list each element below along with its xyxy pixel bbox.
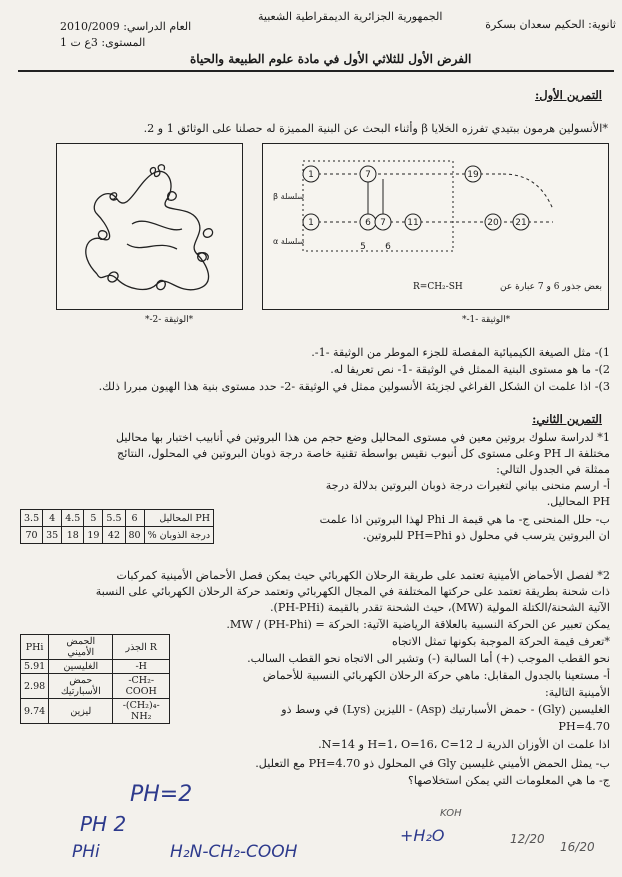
handwritten-note: PHi — [72, 842, 100, 862]
residue-label: 7 — [380, 218, 386, 228]
republic-name: الجمهورية الجزائرية الديمقراطية الشعبية — [258, 10, 443, 23]
school-name: ثانوية: الحكيم سعدان بسكرة — [485, 18, 616, 31]
table-cell: ليزين — [49, 699, 113, 724]
column-header: الجذر R — [113, 635, 170, 660]
exercise1-question-2: 2)- ما هو مستوى البنية الممثل في الوثيقة -1- نص تعريفا له. — [330, 363, 610, 376]
handwritten-note: 12/20 — [510, 832, 545, 846]
exercise2-para2-line1: 2* لفصل الأحماض الأمينية تعتمد على طريقة الرحلان الكهربائي حيث يمكن فصل الأحماض الأمينية كمركبات — [116, 569, 610, 582]
table-cell: 9.74 — [21, 699, 49, 724]
exercise2-para2-line2: ذات شحنة بطريقة تعتمد على حركتها المختلفة في المجال الكهربائي وتعتمد حركة الرحلان الكهربائي على النسبة — [95, 585, 610, 598]
table-cell: 80 — [125, 527, 144, 544]
document-1-note: بعض جذور 6 و 7 عبارة عن — [500, 282, 602, 292]
exercise2-para2-line12: ب- يمثل الحمض الأميني غليسين Gly في المحلول ذو PH=4.70 مع التعليل. — [255, 757, 610, 770]
header-divider — [18, 70, 614, 72]
table-header-row — [21, 635, 170, 660]
exercise2-para1-line3: ممثلة في الجدول التالي: — [496, 463, 610, 476]
document-1-caption: *الوثيقة -1-* — [462, 315, 511, 325]
exercise2-para2-line11: اذا علمت ان الأوزان الذرية لـ H=1، O=16، C=12 و N=14. — [318, 738, 610, 751]
table-cell: 4.5 — [62, 510, 84, 527]
ph-solubility-table — [20, 509, 214, 544]
exercise2-para2-line13: ج- ما هي المعلومات التي يمكن استخلاصها؟ — [407, 774, 610, 787]
chain-a-label: α سلسلة — [273, 237, 305, 246]
class-level: المستوى: 3ع ت 1 — [60, 36, 146, 49]
table-row — [21, 674, 170, 699]
residue-label: 1 — [308, 218, 314, 228]
table-cell: -CH₂-COOH — [113, 674, 170, 699]
exercise1-intro: *الأنسولين هرمون ببتيدي تفرزه الخلايا β وأثناء البحث عن البنية المميزة له حصلنا على الوثائق 1 و 2. — [143, 122, 608, 135]
document-1-formula: R=CH₂-SH — [413, 282, 463, 292]
table-row — [21, 510, 214, 527]
exercise1-question-1: 1)- مثل الصيغة الكيميائية المفصلة للجزء الموطر من الوثيقة -1-. — [311, 346, 610, 359]
exercise2-question-b-line1: ب- حلل المنحنى ج- ما هي قيمة الـ Phi لهذا البروتين اذا علمت — [319, 513, 610, 526]
exercise2-heading: التمرين الثاني: — [532, 412, 602, 426]
table-row — [21, 699, 170, 724]
handwritten-note: PH=2 — [130, 782, 193, 807]
residue-label: 1 — [308, 170, 314, 180]
table-cell: 19 — [84, 527, 103, 544]
table-row-header: درجة الذوبان % — [144, 527, 213, 544]
residue-label: 20 — [487, 218, 499, 228]
table-row-header: PH المحاليل — [144, 510, 213, 527]
handwritten-note: PH 2 — [80, 812, 127, 836]
table-cell: 2.98 — [21, 674, 49, 699]
handwritten-note: KOH — [440, 808, 462, 819]
exercise2-para1-line2: مختلفة الـ PH وعلى مستوى كل أنبوب نقيس بواسطة تقنية خاصة درجة ذوبان البروتين في المحلول، النتائج — [117, 447, 610, 460]
column-header: الحمض الأميني — [49, 635, 113, 660]
table-cell: حمض الأسبارتيك — [49, 674, 113, 699]
exercise2-question-a-line1: أ- ارسم منحنى بياني لتغيرات درجة ذوبان البروتين بدلالة درجة — [325, 479, 610, 492]
table-cell: 18 — [62, 527, 84, 544]
exercise2-para2-line4: يمكن تعبير عن الحركة النسبية بالعلاقة الرياضية الآتية: الحركة = (PH-Phi) / MW. — [226, 618, 610, 631]
exercise2-para2-line3: الآتية الشحنة/الكتلة المولية (MW)، حيث الشحنة تقدر بالقيمة (PH-PHi). — [269, 601, 610, 614]
table-cell: -H — [113, 660, 170, 674]
column-header: PHi — [21, 635, 49, 660]
document-2-figure — [56, 143, 243, 310]
exercise2-para1-line1: 1* لدراسة سلوك بروتين معين في مستوى المحاليل وضع حجم من هذا البروتين في أنابيب اختبار بها محاليل — [115, 431, 610, 444]
exercise2-question-a-line2: PH المحاليل. — [546, 495, 610, 508]
table-cell: 4 — [43, 510, 62, 527]
document-2-caption: *الوثيقة -2-* — [145, 315, 194, 325]
document-1-figure — [262, 143, 609, 310]
exercise2-para2-line7: أ- مستعينا بالجدول المقابل: ماهي حركة الرحلان الكهربائي النسبية للأحماض — [262, 669, 610, 682]
table-cell: 6 — [125, 510, 144, 527]
bridge-label: 6 — [385, 242, 391, 252]
exam-title: الفرض الأول للثلاثي الأول في مادة علوم الطبيعة والحياة — [190, 52, 472, 66]
chain-b-label: β سلسلة — [273, 192, 305, 201]
table-row — [21, 660, 170, 674]
table-cell: 5.5 — [103, 510, 125, 527]
table-row — [21, 527, 214, 544]
bridge-label: 5 — [360, 242, 366, 252]
table-cell: 42 — [103, 527, 125, 544]
exercise2-para2-line5: *تعرف قيمة الحركة الموجبة بكونها تمثل الاتجاه — [392, 635, 610, 648]
residue-label: 21 — [515, 218, 527, 228]
exercise1-heading: التمرين الأول: — [534, 88, 602, 102]
table-cell: 5 — [84, 510, 103, 527]
amino-acid-table — [20, 634, 170, 724]
exercise2-para2-line8: الأمينية التالية: — [544, 686, 610, 699]
exercise2-question-b-line2: ان البروتين يترسب في محلول ذو PH=Phi للبروتين. — [362, 529, 610, 542]
table-cell: الغليسين — [49, 660, 113, 674]
table-cell: 70 — [21, 527, 43, 544]
residue-label: 19 — [467, 170, 479, 180]
exercise2-para2-line6: نحو القطب الموجب (+) أما السالبة (-) وتشير الى الاتجاه نحو القطب السالب. — [247, 652, 610, 665]
table-cell: -(CH₂)₄-NH₂ — [113, 699, 170, 724]
handwritten-note: 16/20 — [560, 840, 595, 854]
handwritten-note: H₂N-CH₂-COOH — [170, 842, 298, 862]
table-cell: 3.5 — [21, 510, 43, 527]
exercise2-para2-line9: الغليسين (Gly) - حمض الأسبارتيك (Asp) - الليزين (Lys) في وسط ذو — [281, 703, 610, 716]
residue-label: 6 — [365, 218, 371, 228]
exercise1-question-3: 3)- اذا علمت ان الشكل الفراغي لجزيئة الأنسولين ممثل في الوثيقة -2- حدد مستوى بنية هذا الهيون مبررا ذلك. — [98, 380, 610, 393]
handwritten-note: +H₂O — [400, 826, 445, 845]
exercise2-para2-line10: PH=4.70 — [558, 720, 610, 733]
residue-label: 11 — [407, 218, 419, 228]
residue-label: 7 — [365, 170, 371, 180]
insulin-3d-drawing — [57, 144, 242, 309]
table-cell: 5.91 — [21, 660, 49, 674]
school-year: العام الدراسي: 2010/2009 — [60, 20, 192, 33]
table-cell: 35 — [43, 527, 62, 544]
